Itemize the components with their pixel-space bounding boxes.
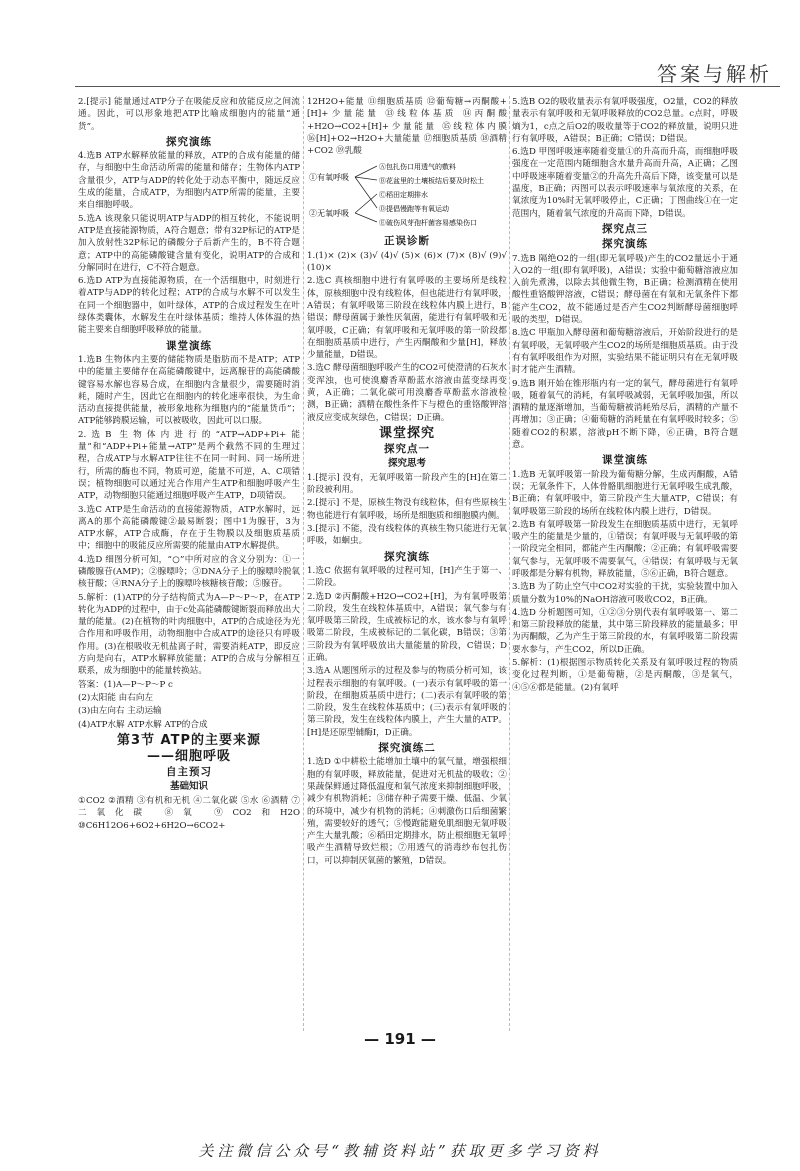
paragraph: 4.选D 分析题图可知，①②③分别代表有氧呼吸第一、第二和第三阶段释放的能量，其中第三阶段释放的能量最多；甲为丙酮酸，乙为产生于第三阶段的水，有氧呼吸第二阶段需要水参与，产生CO2，所以D正确。 bbox=[512, 607, 738, 655]
diagram-right-label: Ⓓ提倡慢跑等有氧运动 bbox=[379, 205, 449, 214]
subsection-heading: 探究思考 bbox=[387, 457, 426, 469]
column-left bbox=[78, 96, 300, 1026]
header-rule bbox=[75, 86, 780, 87]
paragraph: 12H2O+能量 ⑪细胞质基质 ⑫葡萄糖→丙酮酸+[H]+少量能量 ⑬线粒体基质 ⑭丙酮酸+H2O→CO2+[H]+少量能量 ⑮线粒体内膜 ⑯[H]+O2→H2O+大量能量 ⑰细胞质基质 ⑱酒精+CO2 ⑲乳酸 bbox=[307, 97, 507, 157]
page-header bbox=[0, 0, 800, 92]
section-heading: 探究演练 bbox=[602, 238, 648, 251]
section-heading: 课堂演练 bbox=[166, 339, 212, 352]
column-middle bbox=[307, 96, 507, 1026]
answer-line: (2)太阳能 由右向左 bbox=[78, 692, 154, 703]
subsection-heading: 基础知识 bbox=[169, 780, 208, 792]
diagram-left-label: ②无氧呼吸 bbox=[309, 209, 349, 219]
paragraph: 5.选B O2的吸收量表示有氧呼吸强度，O2量，CO2的释放量表示有氧呼吸和无氧呼吸释放的CO2总量。c点时，呼吸熵为1，c点之后O2的吸收量等于CO2的释放量，说明只进行有氧呼吸，A错误；B正确；C错误；D错误。 bbox=[512, 97, 738, 144]
paragraph: 2.选C 真核细胞中进行有氧呼吸的主要场所是线粒体，原核细胞中没有线粒体，但也能进行有氧呼吸，A错误；有氧呼吸第三阶段在线粒体内膜上进行，B错误；酵母菌属于兼性厌氧菌，能进行有氧呼吸和无氧呼吸，C正确；有氧呼吸和无氧呼吸的第一阶段都在细胞质基质中进行，产生丙酮酸和少量[H]，释放少量能量，D错误。 bbox=[307, 276, 507, 361]
answer-line: (3)由左向右 主动运输 bbox=[78, 706, 162, 717]
paragraph: 5.解析：(1)ATP的分子结构简式为A—P～P～P，在ATP转化为ADP的过程中，由于c处高能磷酸键断裂而释放出大量的能量。(2)在植物的叶肉细胞中，ATP的合成途径为光合作用和呼吸作用，动物细胞中合成ATP的途径只有呼吸作用。(3)在根吸收无机盐离子时，需要消耗ATP，即反应方向是向右，ATP水解释放能量；ATP的合成与分解相互联系，成为细胞中的能量转换站。 bbox=[78, 592, 300, 677]
respiration-matching-diagram bbox=[307, 160, 507, 232]
diagram-right-label: Ⓐ包扎伤口用透气的敷料 bbox=[379, 163, 456, 172]
diagram-connectors bbox=[355, 166, 377, 222]
section-heading: 正误诊断 bbox=[384, 235, 430, 248]
section-heading: 自主预习 bbox=[166, 766, 212, 779]
paragraph: 6.选D ATP为直接能源物质，在一个活细胞中，时刻进行着ATP与ADP的转化过程；ATP的合成与水解不可以发生在同一个细胞器中，如叶绿体，ATP的合成过程发生在叶绿体类囊体，水解发生在叶绿体基质；维持人体体温的热能主要来自细胞呼吸释放的能量。 bbox=[78, 276, 300, 336]
paragraph: 3.选C 酵母菌细胞呼吸产生的CO2可使澄清的石灰水变浑浊，也可使溴麝香草酚蓝水溶液由蓝变绿再变黄，A正确；二氧化碳可用溴麝香草酚蓝水溶液检测，B正确；酒精在酸性条件下与橙色的重铬酸钾溶液反应变成灰绿色，C错误；D正确。 bbox=[307, 363, 507, 423]
paragraph: 8.选C 甲瓶加入酵母菌和葡萄糖溶液后，开始阶段进行的是有氧呼吸，无氧呼吸产生CO2的场所是细胞质基质。由于没有有氧呼吸组作为对照，实验结果不能证明只有在无氧呼吸时才能产生酒精。 bbox=[512, 328, 738, 376]
section-heading: 探究演练二 bbox=[378, 742, 436, 755]
section-heading: 探究演练 bbox=[384, 550, 430, 563]
paragraph: 3.[提示] 不能，没有线粒体的真核生物只能进行无氧呼吸，如蛔虫。 bbox=[307, 524, 507, 547]
paragraph: 1.(1)× (2)× (3)√ (4)√ (5)× (6)× (7)× (8)√ (9)√ (10)× bbox=[307, 250, 507, 274]
column-divider bbox=[303, 96, 304, 1031]
diagram-right-label: Ⓔ破伤风芽孢杆菌容易感染伤口 bbox=[379, 219, 477, 228]
paragraph: 7.选B 隔绝O2的一组(即无氧呼吸)产生的CO2量远小于通入O2的一组(即有氧呼吸)，A错误；实验中葡萄糖溶液应加入前先煮沸，以除去其他微生物，B正确；检测酒精在使用酸性重铬酸钾溶液，C错误；酵母菌在有氧和无氧条件下都能产生CO2，故不能通过是否产生CO2判断酵母菌细胞呼吸的类型，D错误。 bbox=[512, 253, 738, 326]
paragraph: 4.选B ATP水解释放能量的释放，ATP的合成有能量的储存，与细胞中生命活动所需的能量和储存；生物体内ATP含量很少，ATP与ADP的转化处于动态平衡中，随远反应生成的能量，合成ATP，为细胞内ATP所需的能量，主要来自细胞呼吸。 bbox=[78, 151, 300, 211]
answer-line: (4)ATP水解 ATP水解 ATP的合成 bbox=[78, 719, 208, 730]
paragraph: 1.选B 生物体内主要的储能物质是脂肪而不是ATP；ATP中的能量主要储存在高能磷酸键中，远离腺苷的高能磷酸键容易水解也容易合成，在细胞内含量很少，需要随时消耗，随时产生，因此它在细胞内的转化速率很快，为生命活动直接提供能量，被形象地称为细胞内的“能量货币”；ATP能够跨膜运输，可以被吸收，因此可以口服。 bbox=[78, 354, 300, 427]
header-title: 答案与解析 bbox=[657, 62, 772, 86]
footer-note: 关注微信公众号“教辅资料站”获取更多学习资料 bbox=[198, 1142, 602, 1160]
column-divider bbox=[509, 96, 510, 1031]
paragraph: 1.选B 无氧呼吸第一阶段为葡萄糖分解，生成丙酮酸，A错误；无氧条件下，人体骨骼肌细胞进行无氧呼吸生成乳酸，B正确；有氧呼吸中，第三阶段产生大量ATP，C错误；有氧呼吸第三阶段的场所在线粒体内膜上进行，D错误。 bbox=[512, 469, 738, 517]
diagram-left-label: ①有氧呼吸 bbox=[309, 173, 349, 183]
paragraph: 2.[提示] 能量通过ATP分子在吸能反应和放能反应之间流通。因此，可以形象地把ATP比喻成细胞内的能量“通货”。 bbox=[78, 97, 300, 132]
matching-diagram-svg bbox=[307, 160, 507, 232]
diagram-right-label: Ⓑ花盆里的土壤板结后要及时松土 bbox=[379, 177, 484, 186]
paragraph: 2.选D ②丙酮酸+H2O→CO2+[H]，为有氧呼吸第二阶段，发生在线粒体基质中，A错误；氧气参与有氧呼吸第三阶段，生成被标记的水，该水参与有氧呼吸第二阶段，生成被标记的二氧化碳，B错误；③第三阶段为有氧呼吸放出大量能量的阶段，C错误；D正确。 bbox=[307, 591, 507, 663]
paragraph: 1.选C 依据有氧呼吸的过程可知，[H]产生于第一、二阶段。 bbox=[307, 565, 507, 589]
section-heading: 探究点三 bbox=[602, 222, 648, 235]
paragraph: 3.选C ATP是生命活动的直接能源物质，ATP水解时，远离A的那个高能磷酸键②最易断裂；图中1为腺苷，3为ATP水解，ATP合成酶，存在于生物膜以及细胞质基质中；细胞中的吸能反应所需要的能量由ATP水解提供。 bbox=[78, 504, 300, 552]
section-heading: 课堂演练 bbox=[602, 454, 648, 467]
paragraph: 2.[提示] 不是，原核生物没有线粒体，但有些原核生物也能进行有氧呼吸，场所是细胞质和细胞膜内侧。 bbox=[307, 498, 507, 521]
paragraph: 2.选B 生物体内进行的“ATP→ADP+Pi+能量”和“ADP+Pi+能量→ATP”是两个截然不同的生理过程，合成ATP与水解ATP往往不在同一时间、同一场所进行，所需的酶也不同，物质可逆，能量不可逆，A、C项错误；植物细胞可以通过光合作用产生ATP和细胞呼吸产生ATP，动物细胞只能通过细胞呼吸产生ATP，D项错误。 bbox=[78, 429, 300, 502]
section-heading: 课堂探究 bbox=[378, 425, 435, 441]
chapter-title: 第3节 ATP的主要来源 bbox=[116, 732, 262, 748]
paragraph: 1.选D ①中耕松土能增加土壤中的氧气量，增强根细胞的有氧呼吸，释放能量，促进对无机盐的吸收；②果蔬保鲜通过降低温度和氧气浓度来抑制细胞呼吸，减少有机物消耗；③储存种子需要干燥、低温、少氧的环境中，减少有机物的消耗；④刺激伤口后细菌繁殖，需要较好的透气；⑤慢跑能避免肌细胞无氧呼吸产生大量乳酸；⑥稻田定期排水，防止根细胞无氧呼吸产生酒精导致烂根；⑦用透气的消毒纱布包扎伤口，可以抑制厌氧菌的繁殖，D错误。 bbox=[307, 757, 507, 866]
paragraph: ①CO2 ②酒精 ③有机和无机 ④二氧化碳 ⑤水 ⑥酒精 ⑦二氧化碳 ⑧氧 ⑨CO2和H2O ⑩C6H12O6+6O2+6H2O→6CO2+ bbox=[78, 796, 300, 831]
paragraph: 9.选B 刚开始在锥形瓶内有一定的氧气，酵母菌进行有氧呼吸，随着氧气的消耗，有氧呼吸减弱，无氧呼吸加强，所以酒精的量逐渐增加，当葡萄糖被消耗殆尽后，酒精的产量不再增加；③正确；④葡萄糖的消耗量在有氧呼吸时较多；⑤随着CO2的积累，溶液pH不断下降，⑥正确，B符合题意。 bbox=[512, 378, 738, 451]
paragraph: 4.选D 细图分析可知，“○”中所对应的含义分别为：①一磷酸腺苷(AMP)；②腺嘌呤；③DNA分子上的腺嘌呤脱氧核苷酸；④RNA分子上的腺嘌呤核糖核苷酸；⑤腺苷。 bbox=[78, 554, 300, 590]
paragraph: 5.选A 该现象只能说明ATP与ADP的相互转化，不能说明ATP是直接能源物质，A符合题意；带有32P标记的ATP是加入放射性32P标记的磷酸分子后新产生的，B不符合题意；ATP中的高能磷酸键含量有变化，说明ATP的合成和分解同时在进行，C不符合题意。 bbox=[78, 213, 300, 273]
paragraph: 3.选B 为了防止空气中CO2对实验的干扰，实验装置中加入质量分数为10%的NaOH溶液可吸收CO2，B正确。 bbox=[512, 582, 738, 605]
page-number: — 191 — bbox=[364, 1030, 436, 1048]
paragraph: 6.选D 甲图呼吸速率随着变量①的升高而升高，而细胞呼吸强度在一定范围内随细胞含水量升高而升高，A正确；乙图中呼吸速率随着变量②的升高先升高后下降，该变量可以是温度，B正确；丙图可以表示呼吸速率与氧浓度的关系，在氧浓度为10%时无氧呼吸停止，C正确；丁图曲线①在一定范围内，随着氧气浓度的升高而下降，D错误。 bbox=[512, 147, 738, 219]
section-heading: 探究点一 bbox=[384, 443, 430, 456]
paragraph: 3.选A 从题图所示的过程及参与的物质分析可知，该过程表示细胞的有氧呼吸。(一)表示有氧呼吸的第一阶段，在细胞质基质中进行；(二)表示有氧呼吸的第二阶段，发生在线粒体基质中；(三)表示有氧呼吸的第三阶段，发生在线粒体内膜上，产生大量的ATP。[H]是还原型辅酶Ⅰ，D正确。 bbox=[307, 666, 507, 738]
diagram-right-label: Ⓒ稻田定期排水 bbox=[379, 191, 428, 200]
column-right bbox=[512, 96, 738, 1026]
section-heading: 探究演练 bbox=[166, 135, 212, 148]
answer-line: 答案：(1)A—P～P～P c bbox=[78, 679, 173, 690]
paragraph: 1.[提示] 没有，无氧呼吸第一阶段产生的[H]在第二阶段被利用。 bbox=[307, 472, 507, 496]
paragraph: 2.选B 有氧呼吸第一阶段发生在细胞质基质中进行，无氧呼吸产生的能量是少量的，①错误；有氧呼吸与无氧呼吸的第一阶段完全相同，都能产生丙酮酸；②正确；有氧呼吸需要氧气参与，无氧呼吸不需要氧气，④错误；有氧呼吸与无氧呼吸都是分解有机物，释放能量，⑤⑥正确，B符合题意。 bbox=[512, 519, 738, 579]
chapter-subtitle: ——细胞呼吸 bbox=[146, 749, 231, 765]
paragraph: 5.解析：(1)根据图示物质转化关系及有氧呼吸过程的物质变化过程判断，①是葡萄糖，②是丙酮酸，③是氧气，④⑤⑥都是能量。(2)有氧呼 bbox=[512, 658, 738, 693]
